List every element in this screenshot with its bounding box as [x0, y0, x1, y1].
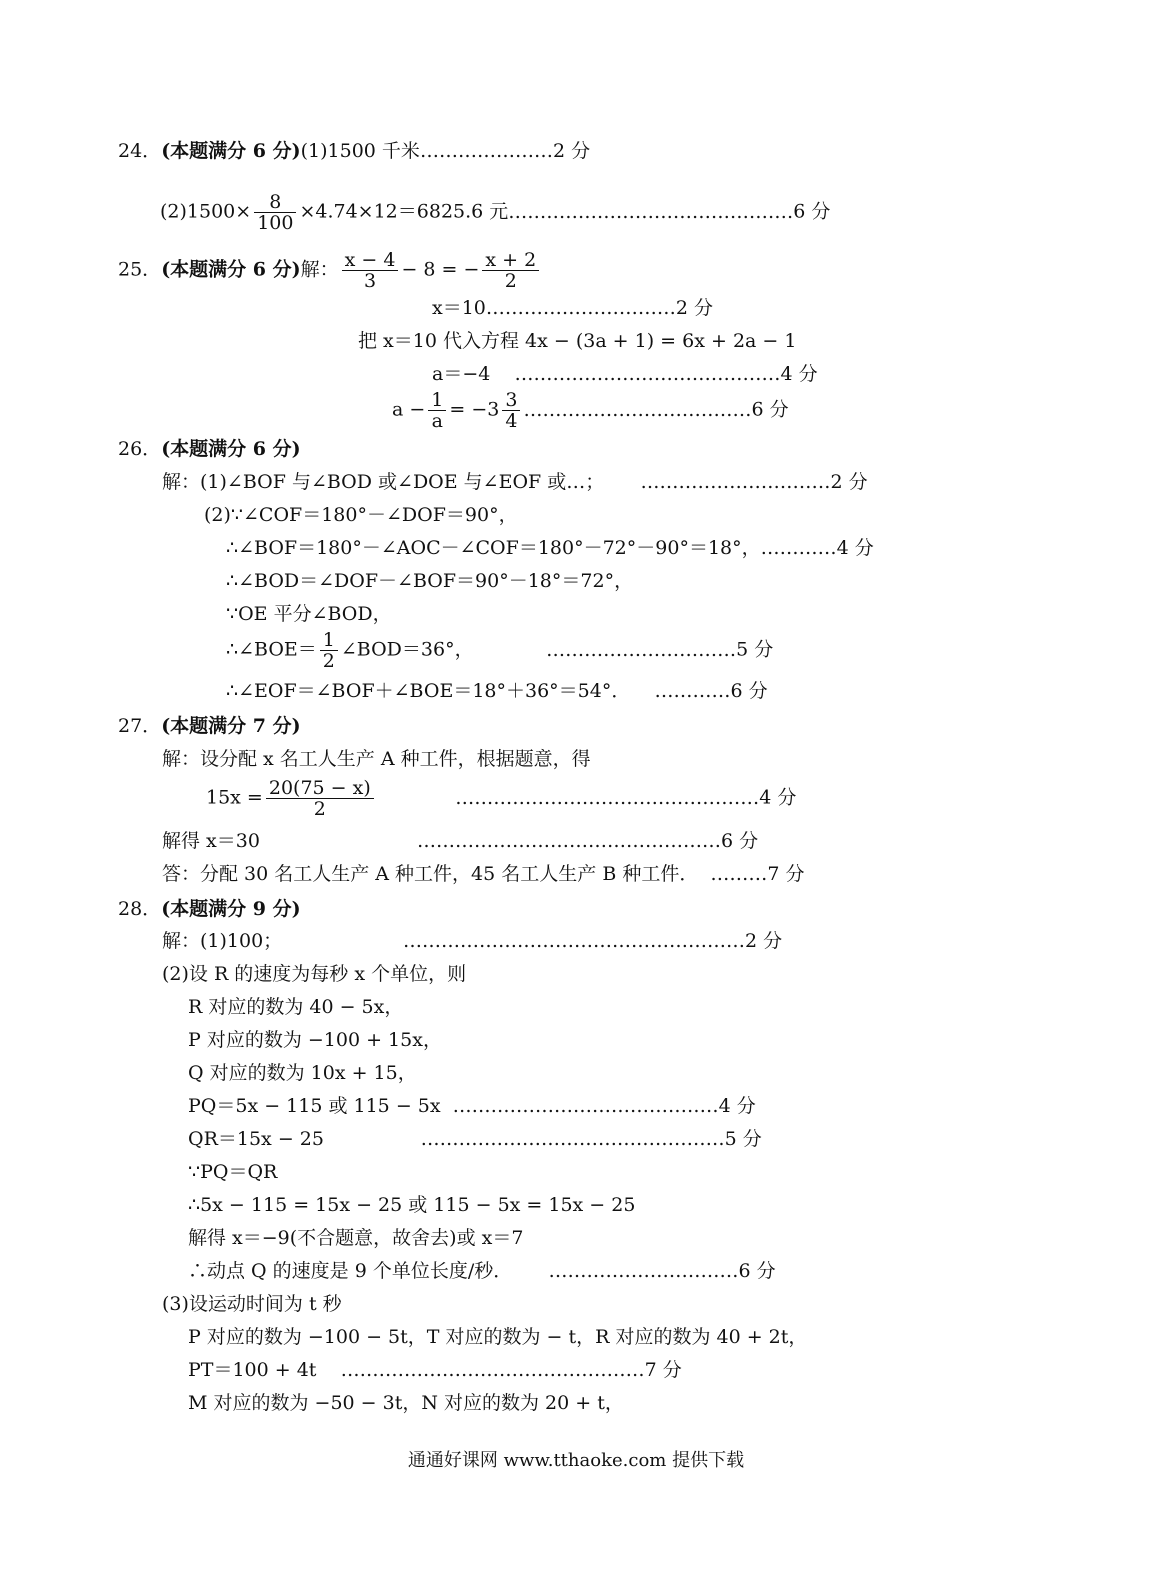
- q24-part2-post: ×4.74×12＝6825.6 元: [299, 200, 509, 223]
- q25-line-5-dots: ………………………………: [523, 398, 752, 421]
- q24-number: 24．: [118, 140, 162, 162]
- q24-part1-score: 2 分: [552, 140, 591, 162]
- q28-header-line: [118, 896, 301, 922]
- q26-line-3-dots: …………: [760, 537, 837, 559]
- q27-line-2-fraction-num: 20(75 − x): [266, 778, 374, 799]
- q25-header-line: [118, 250, 542, 291]
- q24-part1: (1)1500 千米: [300, 140, 420, 162]
- q26-line-6-fraction-den: 2: [322, 650, 335, 672]
- q27-line-4-text: 答：分配 30 名工人生产 A 种工件，45 名工人生产 B 种工件．: [162, 863, 699, 885]
- q25-line-2-score: 2 分: [675, 297, 714, 319]
- q28-line-13: P 对应的数为 −100 − 5t，T 对应的数为 − t，R 对应的数为 40 + 2t，: [188, 1326, 808, 1348]
- q25-line-2: [432, 295, 713, 321]
- q27-line-3: [162, 828, 758, 854]
- q28-line-10: 解得 x＝−9(不合题意，故舍去)或 x＝7: [188, 1227, 524, 1249]
- q26-line-6-pre: ∴∠BOE＝: [226, 638, 317, 661]
- q25-eq-fraction-1-den: 3: [364, 270, 377, 292]
- q28-line-7: [188, 1126, 762, 1152]
- q28-line-6-text: PQ＝5x − 115 或 115 − 5x: [188, 1095, 441, 1117]
- q25-line-4-text: a＝−4: [432, 363, 491, 385]
- q26-line-6-fraction: [320, 630, 338, 671]
- q27-number: 27．: [118, 715, 162, 737]
- q28-line-9: ∴5x − 115 = 15x − 25 或 115 − 5x = 15x − 25: [188, 1194, 636, 1216]
- q26-line-6-post: ∠BOD＝36°，: [340, 638, 474, 661]
- q28-line-8: ∵PQ＝QR: [188, 1161, 278, 1183]
- q28-line-11-score: 6 分: [738, 1260, 776, 1282]
- q28-line-1-dots: ………………………………………………: [402, 930, 745, 952]
- q28-number: 28．: [118, 898, 162, 920]
- q28-line-12: (3)设运动时间为 t 秒: [162, 1293, 342, 1315]
- q26-line-7-dots: …………: [654, 680, 731, 702]
- q25-line-5-fraction-num: 1: [428, 390, 446, 411]
- q28-line-6-dots: ……………………………………: [452, 1095, 719, 1117]
- q27-line-3-score: 6 分: [720, 830, 759, 852]
- q28-line-7-text: QR＝15x − 25: [188, 1128, 324, 1150]
- q25-line-5-mixed-den: 4: [505, 410, 518, 432]
- q26-line-7-score: 6 分: [730, 680, 768, 702]
- q26-line-6-dots: …………………………: [546, 638, 737, 661]
- q28-line-11-dots: …………………………: [548, 1260, 739, 1282]
- q26-line-3-text: ∴∠BOF＝180°－∠AOC－∠COF＝180°－72°－90°＝18°，: [226, 537, 761, 559]
- q26-number: 26．: [118, 438, 162, 460]
- page-footer: 通通好课网 www.tthaoke.com 提供下载: [407, 1450, 745, 1471]
- q27-line-3-dots: …………………………………………: [416, 830, 721, 852]
- q24-part2-pre: (2)1500×: [160, 200, 252, 223]
- q25-line-4-score: 4 分: [780, 363, 818, 385]
- q27-line-2-fraction: [266, 778, 374, 819]
- q28-line-11: [188, 1258, 776, 1284]
- q27-line-2: [206, 778, 796, 819]
- q27-line-2-score: 4 分: [759, 786, 797, 809]
- q28-header: (本题满分 9 分): [161, 898, 301, 920]
- q25-line-5-fraction-den: a: [431, 410, 443, 432]
- q25-line-5-mid: = −3: [449, 398, 500, 421]
- q28-line-14-score: 7 分: [644, 1359, 682, 1381]
- q27-header-line: [118, 713, 301, 739]
- q26-line-6: [226, 630, 773, 671]
- q25-eq-mid: − 8 = −: [401, 258, 480, 281]
- q26-line-4: ∴∠BOD＝∠DOF－∠BOF＝90°－18°＝72°，: [226, 570, 634, 592]
- q25-line-3: 把 x＝10 代入方程 4x − (3a + 1) = 6x + 2a − 1: [358, 330, 797, 352]
- q25-eq-fraction-2: [482, 250, 539, 291]
- q27-header: (本题满分 7 分): [161, 715, 301, 737]
- q28-line-7-dots: …………………………………………: [420, 1128, 725, 1150]
- q26-header: (本题满分 6 分): [161, 438, 301, 460]
- q27-line-4-score: 7 分: [767, 863, 805, 885]
- q24-part1-dots: …………………: [419, 140, 553, 162]
- q26-line-6-score: 5 分: [736, 638, 774, 661]
- q25-line-2-text: x＝10: [432, 297, 486, 319]
- q28-line-6: [188, 1093, 756, 1119]
- q26-line-1-dots: …………………………: [640, 471, 831, 493]
- q24-header: (本题满分 6 分): [161, 140, 301, 162]
- q28-line-14-dots: …………………………………………: [340, 1359, 645, 1381]
- q25-line-5-fraction: [428, 390, 446, 431]
- q25-line-5-score: 6 分: [751, 398, 789, 421]
- q27-line-4-dots: ………: [710, 863, 768, 885]
- q26-header-line: [118, 436, 301, 462]
- q25-header: (本题满分 6 分): [161, 258, 301, 281]
- q24-header-line: [118, 138, 590, 164]
- q26-line-5: ∵OE 平分∠BOD，: [226, 603, 392, 625]
- q25-number: 25．: [118, 258, 162, 281]
- q28-line-2: (2)设 R 的速度为每秒 x 个单位，则: [162, 963, 467, 985]
- q25-eq-fraction-2-num: x + 2: [482, 250, 539, 271]
- q27-line-2-pre: 15x =: [206, 786, 263, 809]
- q28-line-1-score: 2 分: [744, 930, 783, 952]
- q25-line-2-dots: …………………………: [485, 297, 676, 319]
- q25-line-5-mixed-fraction: [502, 390, 520, 431]
- q28-line-11-text: ∴动点 Q 的速度是 9 个单位长度/秒．: [188, 1260, 513, 1282]
- q28-line-4: P 对应的数为 −100 + 15x，: [188, 1029, 442, 1051]
- q25-line-4: [432, 361, 818, 387]
- q24-part2-dots: ………………………………………: [508, 200, 794, 223]
- q26-line-7-text: ∴∠EOF＝∠BOF＋∠BOE＝18°＋36°＝54°．: [226, 680, 631, 702]
- q28-line-3: R 对应的数为 40 − 5x，: [188, 996, 404, 1018]
- q26-line-6-fraction-num: 1: [320, 630, 338, 651]
- q27-line-3-text: 解得 x＝30: [162, 830, 260, 852]
- q26-line-7: [226, 678, 768, 704]
- q24-fraction-num: 8: [254, 192, 296, 213]
- q25-eq-fraction-2-den: 2: [504, 270, 517, 292]
- q25-solve: 解：: [300, 258, 339, 281]
- q28-line-14: [188, 1357, 682, 1383]
- q28-line-15: M 对应的数为 −50 − 3t，N 对应的数为 20 + t，: [188, 1392, 624, 1414]
- q28-line-6-score: 4 分: [718, 1095, 756, 1117]
- q25-line-5-pre: a −: [392, 398, 426, 421]
- q26-line-1-text: 解：(1)∠BOF 与∠BOD 或∠DOE 与∠EOF 或…；: [162, 471, 605, 493]
- q28-line-5: Q 对应的数为 10x + 15，: [188, 1062, 417, 1084]
- q27-line-2-fraction-den: 2: [313, 798, 326, 820]
- q26-line-3-score: 4 分: [836, 537, 874, 559]
- q25-line-5: [392, 390, 789, 431]
- q27-line-4: [162, 861, 805, 887]
- q24-fraction-den: 100: [257, 212, 294, 234]
- q25-eq-fraction-1-num: x − 4: [342, 250, 399, 271]
- q26-line-2: (2)∵∠COF＝180°－∠DOF＝90°，: [204, 504, 518, 526]
- q27-line-2-dots: …………………………………………: [455, 786, 760, 809]
- q24-fraction: [254, 192, 296, 233]
- q28-line-7-score: 5 分: [724, 1128, 762, 1150]
- q26-line-3: [226, 535, 874, 561]
- q28-line-1: [162, 928, 782, 954]
- q25-line-5-mixed-num: 3: [502, 390, 520, 411]
- q25-eq-fraction-1: [342, 250, 399, 291]
- q27-line-1: 解：设分配 x 名工人生产 A 种工件，根据题意，得: [162, 748, 591, 770]
- q25-line-4-dots: ……………………………………: [514, 363, 781, 385]
- q26-line-1: [162, 469, 868, 495]
- q26-line-1-score: 2 分: [830, 471, 868, 493]
- q24-part2-line: [160, 192, 830, 233]
- q24-part2-score: 6 分: [793, 200, 831, 223]
- q28-line-1-text: 解：(1)100；: [162, 930, 283, 952]
- q28-line-14-text: PT＝100 + 4t: [188, 1359, 317, 1381]
